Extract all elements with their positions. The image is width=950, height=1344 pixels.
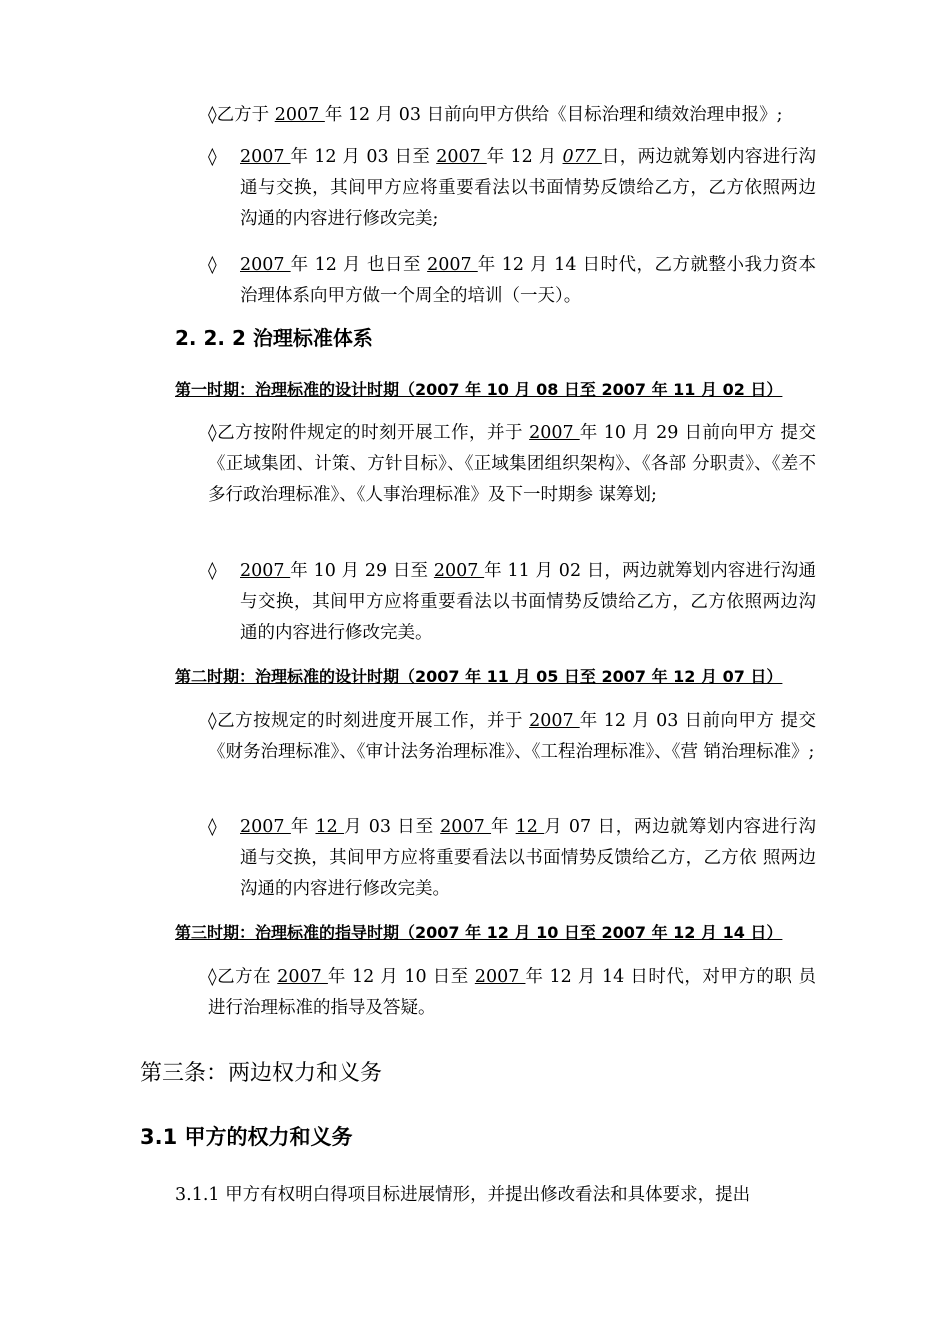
text: 年 12 月 10 日至 (327, 967, 475, 987)
year-underlined: 2007 (427, 255, 478, 275)
diamond-icon: ◊ (208, 255, 217, 275)
text: 月 07 日，两边就筹划内容进行沟 通与交换，其间甲方应将重要看法以书面情势反馈给乙方，乙方依 照两边沟通的内容进行修改完美。 (240, 817, 816, 899)
diamond-icon: ◊ (208, 817, 217, 837)
diamond-icon: ◊ (208, 147, 217, 167)
phase2-bullet-1 (208, 706, 816, 768)
text: 年 10 月 29 日至 (290, 561, 434, 581)
text: ◊乙方按规定的时刻进度开展工作，并于 (208, 711, 530, 731)
year-underlined: 2007 (274, 105, 325, 125)
paragraph-3-1-1: 3.1.1 甲方有权明白得项目标进展情形，并提出修改看法和具体要求，提出 (175, 1185, 751, 1205)
text: 年 (290, 817, 316, 837)
text: 年 (491, 817, 516, 837)
phase-3-title: 第三时期：治理标准的指导时期（2007 年 12 月 10 日至 2007 年 12 月 14 日） (175, 923, 783, 942)
bullet-report-deadline (208, 100, 816, 131)
text: 年 12 月 14 日时代，乙方就整小我力资本治理体系向甲方做一个周全的培训（一天）。 (240, 255, 816, 306)
phase2-bullet-2 (208, 812, 816, 905)
text: ◊乙方于 (208, 105, 275, 125)
text: 月 03 日至 (344, 817, 441, 837)
text: 年 12 月 03 日前向甲方供给《目标治理和绩效治理申报》; (324, 105, 783, 125)
year-underlined: 2007 (440, 817, 492, 837)
bullet-training (208, 250, 816, 312)
article-3-heading: 第三条：两边权力和义务 (140, 1061, 383, 1086)
text: ◊乙方在 (208, 967, 278, 987)
section-heading-2-2-2: 2. 2. 2 治理标准体系 (175, 326, 373, 350)
year-underlined: 2007 (529, 711, 580, 731)
year-underlined: 2007 (529, 423, 580, 443)
month-underlined: 12 (515, 817, 545, 837)
text: 年 12 月 14 日时代，对甲方的职 员进行治理标准的指导及答疑。 (208, 967, 816, 1018)
text: 日，两边就筹划内容进行沟通与交换，其间甲方应将重要看法以书面情势反馈给乙方，乙方依照两边沟通的内容进行修改完美; (240, 147, 817, 229)
phase1-bullet-2 (208, 556, 816, 649)
diamond-icon: ◊ (208, 561, 217, 581)
section-heading-3-1: 3.1 甲方的权力和义务 (140, 1125, 353, 1149)
phase3-bullet-1 (208, 962, 816, 1024)
text: ◊乙方按附件规定的时刻开展工作，并于 (208, 423, 530, 443)
text: 年 10 月 29 日前向甲方 提交《正域集团、计策、方针目标》、《正域集团组织架构》、《各部 分职责》、《差不多行政治理标准》、《人事治理标准》及下一时期参 谋筹划; (208, 423, 816, 505)
year-underlined: 2007 (240, 147, 291, 167)
date-underlined: 077 (562, 147, 602, 167)
text: 年 12 月 03 日前向甲方 提交《财务治理标准》、《审计法务治理标准》、《工程治理标准》、《营 销治理标准》; (208, 711, 816, 762)
bullet-communication (208, 142, 816, 235)
text: 年 12 月 (486, 147, 563, 167)
phase1-bullet-1 (208, 418, 816, 511)
phase-1-title: 第一时期：治理标准的设计时期（2007 年 10 月 08 日至 2007 年 11 月 02 日） (175, 380, 783, 399)
year-underlined: 2007 (240, 817, 291, 837)
year-underlined: 2007 (240, 561, 291, 581)
year-underlined: 2007 (277, 967, 328, 987)
year-underlined: 2007 (240, 255, 291, 275)
text: 年 11 月 02 日，两边就筹划内容进行沟通与交换，其间甲方应将重要看法以书面情势反馈给乙方，乙方依照两边沟通的内容进行修改完美。 (240, 561, 816, 643)
year-underlined: 2007 (436, 147, 487, 167)
year-underlined: 2007 (474, 967, 526, 987)
text: 年 12 月 也日至 (290, 255, 428, 275)
year-underlined: 2007 (433, 561, 485, 581)
month-underlined: 12 (315, 817, 345, 837)
phase-2-title: 第二时期：治理标准的设计时期（2007 年 11 月 05 日至 2007 年 12 月 07 日） (175, 667, 783, 686)
text: 年 12 月 03 日至 (290, 147, 437, 167)
